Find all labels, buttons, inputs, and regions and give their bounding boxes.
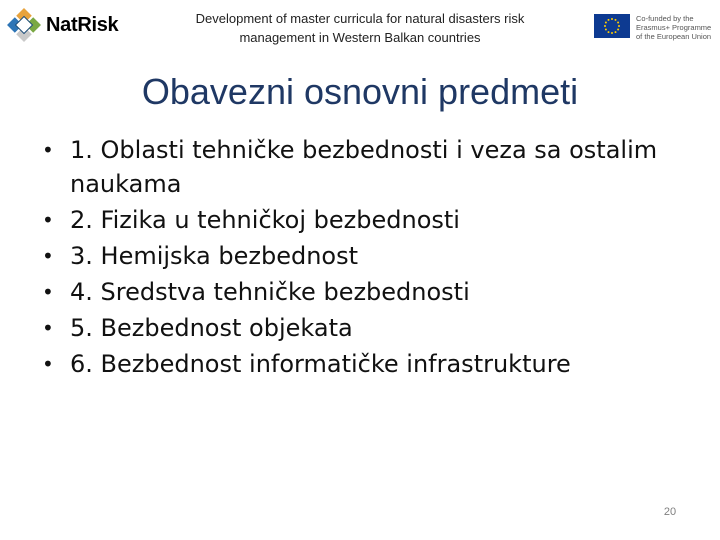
eu-logo bbox=[594, 14, 718, 42]
list-item-text: 1. Oblasti tehničke bezbednosti i veza sa ostalim naukama bbox=[70, 136, 658, 198]
list-item bbox=[42, 311, 712, 345]
list-item-text: 4. Sredstva tehničke bezbednosti bbox=[70, 278, 470, 306]
natrisk-logo bbox=[4, 4, 120, 46]
list-item bbox=[42, 275, 712, 309]
list-item bbox=[42, 239, 712, 273]
natrisk-logo-icon bbox=[4, 5, 44, 45]
bullet-icon: • bbox=[42, 138, 54, 162]
list-item-text: 3. Hemijska bezbednost bbox=[70, 242, 359, 270]
eu-flag-icon bbox=[594, 14, 630, 38]
list-item-text: 5. Bezbednost objekata bbox=[70, 314, 353, 342]
list-item-text: 2. Fizika u tehničkoj bezbednosti bbox=[70, 206, 460, 234]
bullet-icon: • bbox=[42, 316, 54, 340]
bullet-icon: • bbox=[42, 280, 54, 304]
project-line-2: management in Western Balkan countries bbox=[239, 30, 481, 45]
project-line-1: Development of master curricula for natural disasters risk bbox=[195, 11, 525, 26]
bullet-icon: • bbox=[42, 208, 54, 232]
list-item bbox=[42, 203, 712, 237]
list-item bbox=[42, 133, 712, 201]
bullet-icon: • bbox=[42, 352, 54, 376]
eu-cofunded-text: Co-funded by the Erasmus+ Programme of the European Union bbox=[636, 14, 712, 41]
page-number: 20 bbox=[663, 506, 677, 518]
course-list bbox=[42, 133, 712, 383]
natrisk-logo-text: NatRisk bbox=[46, 13, 119, 36]
bullet-icon: • bbox=[42, 244, 54, 268]
list-item-text: 6. Bezbednost informatičke infrastrukture bbox=[70, 350, 571, 378]
slide-title: Obavezni osnovni predmeti bbox=[141, 71, 579, 112]
project-description bbox=[180, 9, 540, 47]
list-item bbox=[42, 347, 712, 381]
